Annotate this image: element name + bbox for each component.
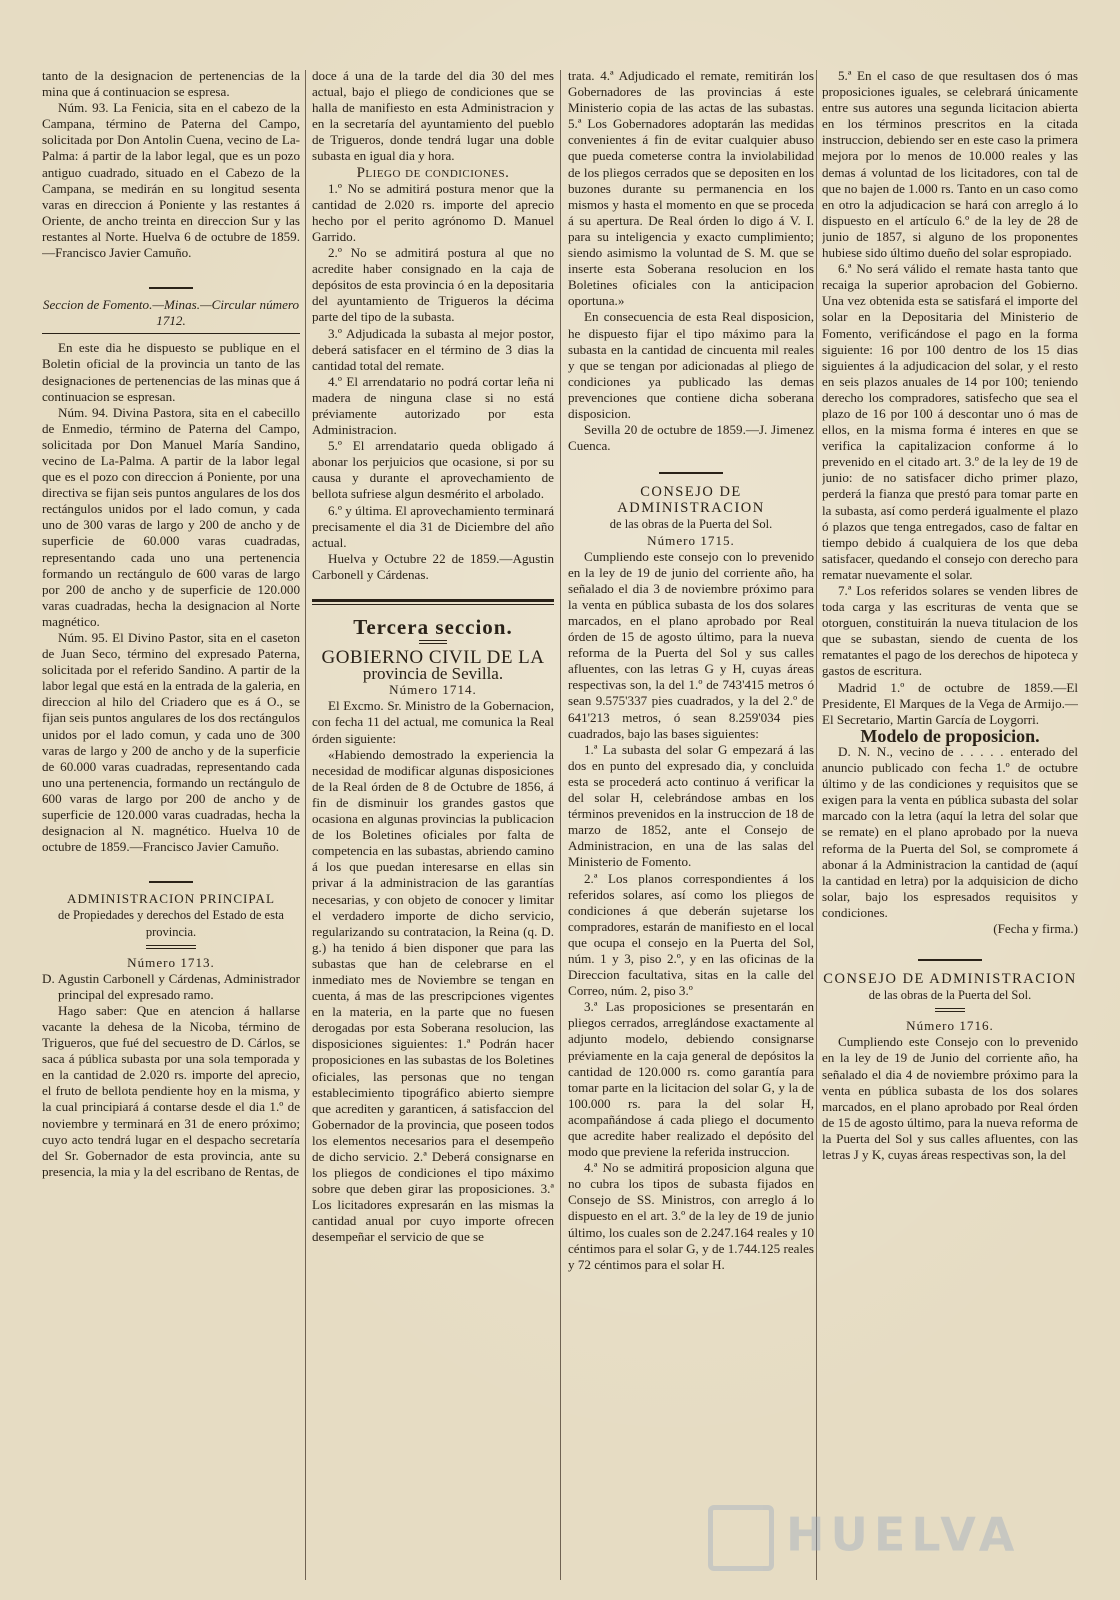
condition-3: 3.º Adjudicada la subasta al mejor postor, deberá satisfacer en el término de 3 dias la cantidad total del remate. xyxy=(312,325,554,373)
section-rule xyxy=(312,599,554,605)
heading-gobierno-civil: GOBIERNO CIVIL DE LA xyxy=(321,647,545,669)
column-3 xyxy=(568,68,814,1580)
section-heading-fomento: Seccion de Fomento.—Minas.—Circular número 1712. xyxy=(42,297,300,329)
condition-2: 2.º No se admitirá postura al que no acredite haber consignado en la caja de depósitos de esta provincia ó en la depositaria del ayuntamiento de Trigueros la décima parte del tipo de la subasta. xyxy=(312,245,554,325)
fecha-firma: (Fecha y firma.) xyxy=(993,920,1078,936)
separator-rule xyxy=(659,472,723,474)
base-7: 7.ª Los referidos solares se venden libres de toda carga y las escrituras de venta que se otorguen, constituirán la nueva titulacion de los que se subastan, siendo de cuenta de los rematantes el pago de los derechos de hipoteca y gastos de escritura. xyxy=(822,583,1078,679)
paragraph: «Habiendo demostrado la experiencia la necesidad de modificar algunas disposiciones de la Real órden de 8 de Octubre de 1856, á fin de disminuir los grandes gastos que ocasiona en algunas provincias la publicacion de los Boletines oficiales por falta de competencia en las subastas, abriendo camino á los que puedan interesarse en ellas sin privar á la administracion de las garantías necesarias, y con objeto de conocer y limitar el verdadero importe de dicho servicio, regularizando su contratacion, la Reina (q. D. g.) ha tenido á bien disponer que para las subastas que han de celebrarse en el inmediato mes de Noviembre se tengan en cuenta, á mas de las prescripciones vigentes en la materia, en la parte que no fuesen derogadas por esta Soberana resolucion, las disposiciones siguientes: 1.ª Podrán hacer proposiciones en las subastas de los Boletines oficiales, las personas que no tengan establecimiento tipográfico abierto siempre que acrediten y garanticen, á satisfaccion del Gobernador de la provincia, que poseen todos los elementos necesarios para el desempeño de dicho servicio. 2.ª Deberá consignarse en los pliegos de condiciones el tipo máximo sobre que deben girar las proposiciones. 3.ª Los licitadores expresarán en las mismas la cantidad anual por cuyo importe ofrecen desempeñar el servicio de que se xyxy=(312,746,554,1245)
paragraph: tanto de la designacion de pertenencias de la mina que á continuacion se espresa. xyxy=(42,68,300,100)
heading-consejo: CONSEJO DE ADMINISTRACION xyxy=(823,971,1077,988)
column-2 xyxy=(312,68,554,1580)
base-1: 1.ª La subasta del solar G empezará á las dos en punto del expresado dia, y concluida esta se procederá acto continuo á verificar la del solar H, celebrándose ambas en los términos prevenidos en la instruccion de 18 de marzo de 1852, ante el Consejo de Administracion, en una de las salas del Ministerio de Fomento. xyxy=(568,741,814,870)
base-4: 4.ª No se admitirá proposicion alguna que no cubra los tipos de subasta fijados en Consejo de SS. Ministros, con arreglo á lo dispuesto en el art. 3.º de la ley de 19 de junio último, los cuales son de 2.247.164 reales y 10 céntimos para el solar G, y de 1.744.125 reales y 72 céntimos para el solar H. xyxy=(568,1160,814,1272)
paragraph: En este dia he dispuesto se publique en el Boletin oficial de la provincia un tanto de las designaciones de pertenencias de las minas que á continuacion se espresan. xyxy=(42,340,300,404)
paragraph: Cumpliendo este Consejo con lo prevenido en la ley de 19 de Junio del corriente año, ha señalado el dia 4 de noviembre próximo para la venta en pública subasta de los dos solares marcados, en el plano aprobado por Real órden de 15 de agosto último, para la nueva reforma de la Puerta del Sol y sus calles afluentes, con las letras J y K, cuyas áreas respectivas son, la del xyxy=(822,1034,1078,1162)
separator-rule xyxy=(149,881,193,883)
paragraph: doce á una de la tarde del dia 30 del mes actual, bajo el pliego de condiciones que se halla de manifiesto en esta Administracion y en la secretaría del ayuntamiento del pueblo de Trigueros, donde tendrá lugar una doble subasta en igual dia y hora. xyxy=(312,68,554,164)
heading-modelo: Modelo de proposicion. xyxy=(860,725,1040,746)
condition-5: 5.º El arrendatario queda obligado á abonar los perjuicios que ocasione, si por su causa y durante el aprovechamiento de bellota sufriese algun desmérito el arbolado. xyxy=(312,438,554,502)
heading-tercera-seccion: Tercera seccion. xyxy=(353,615,513,639)
base-2: 2.ª Los planos correspondientes á los referidos solares, así como los pliegos de condiciones á que deberán sujetarse los compradores, estarán de manifiesto en el local que ocupa el consejo en la Puerta del Sol, núm. 1 y 3, piso 2.º, y en las oficinas de la Direccion facultativa, sitas en la calle del Correo, núm. 2, piso 3.º xyxy=(568,870,814,999)
column-divider xyxy=(816,70,817,1580)
mine-entry-93: Núm. 93. La Fenicia, sita en el cabezo de la Campana, término de Paterna del Campo, solicitada por Don Antolin Cuena, vecino de La-Palma: á partir de la labor legal, que es un pozo antiguo cuadrado, situado en el Cabezo de la Campana, se medirán en su longitud sesenta varas en direccion á Poniente y las restantes á Oriente, de ancho treinta en direccion Sur y las restantes al Norte. Huelva 6 de octubre de 1859.—Francisco Javier Camuño. xyxy=(42,100,300,261)
column-divider xyxy=(560,70,561,1580)
column-divider xyxy=(305,70,306,1580)
separator-rule xyxy=(918,959,982,961)
subheading: de Propiedades y derechos del Estado de esta provincia. xyxy=(58,908,284,939)
subheading: de las obras de la Puerta del Sol. xyxy=(868,988,1032,1003)
heading-pliego: Pliego de condiciones. xyxy=(356,164,510,181)
condition-4: 4.º El arrendatario no podrá cortar leña ni madera de ninguna clase si no está préviamente autorizado por esta Administracion. xyxy=(312,373,554,438)
signature: Huelva y Octubre 22 de 1859.—Agustin Carbonell y Cárdenas. xyxy=(312,550,554,582)
heading-consejo: CONSEJO DE ADMINISTRACION xyxy=(617,484,765,517)
subheading: provincia de Sevilla. xyxy=(362,664,504,684)
notice-number: Número 1715. xyxy=(647,532,735,548)
condition-1: 1.º No se admitirá postura menor que la cantidad de 2.020 rs. importe del aprecio hecho por el perito agrónomo D. Manuel Garrido. xyxy=(312,180,554,244)
column-1 xyxy=(42,68,300,1580)
separator-rule xyxy=(419,640,447,644)
separator-rule xyxy=(146,945,196,949)
base-5: 5.ª En el caso de que resultasen dos ó mas proposiciones iguales, se celebrará únicamente entre sus autores una segunda licitacion abierta en los términos prescritos en la citada instruccion, debiendo ser en este caso la primera mejora por lo menos de 10.000 reales y las demas á voluntad de los licitadores, con tal de que no bajen de 1.000 rs. Tanto en un caso como en otro la adjudicacion se hará con arreglo á lo dispuesto en el artículo 6.º de la ley de 28 de junio de 1857, si alguno de los proponentes hubiese sido último dueño del solar espropiado. xyxy=(822,68,1078,261)
watermark-text: HUELVA xyxy=(786,1507,1021,1562)
paragraph: Cumpliendo este consejo con lo prevenido en la ley de 19 de junio del corriente año, ha señalado el dia 3 de noviembre próximo para la venta en pública subasta de los dos solares marcados, en el plano aprobado por Real órden de 15 de agosto último, para la nueva reforma de la Puerta del Sol y sus calles afluentes, con las letras G y H, cuyas áreas respectivas son, la del 1.º de 743'415 metros ó sean 9.575'337 pies cuadrados, y la del 2.º de 641'213 metros, ó sean 8.259'034 pies cuadrados, bajo las bases siguientes: xyxy=(568,548,814,741)
paragraph: D. N. N., vecino de . . . . . enterado del anuncio publicado con fecha 1.º de octubre último y de las condiciones y requisitos que se exigen para la venta en pública subasta del solar marcado con la letra (aquí la letra del solar que se remate) en el plano aprobado por la nueva reforma de la Puerta del Sol, se compromete á abonar á la Administracion la cantidad de (aquí la cantidad en letra) por la adquisicion de dicho solar, bajo los espresados requisitos y condiciones. xyxy=(822,743,1078,920)
archive-watermark xyxy=(708,1505,1038,1575)
mine-entry-95: Núm. 95. El Divino Pastor, sita en el caseton de Juan Seco, término del expresado Paterna, solicitada por el referido Sandino. A partir de la labor legal que está en la entrada de la galeria, en direccion al hilo del Criadero que es á O., se fijan seis puntos angulares de los dos rectángulos unidos por el lado comun, y cada uno de 300 varas de largo y 200 de ancho y de la superficie de 60.000 varas cuadradas, representando cada uno una pertenencia, formando un rectángulo de 600 varas de largo por 200 de ancho y de superficie de 120.000 varas cuadradas, hecha la designacion al N. magnético. Huelva 10 de octubre de 1859.—Francisco Javier Camuño. xyxy=(42,630,300,855)
paragraph: Hago saber: Que en atencion á hallarse vacante la dehesa de la Nicoba, término de Trigueros, que fué del secuestro de D. Cárlos, se saca á pública subasta por una sola temporada y en la cantidad de 2.020 rs. importe del aprecio, el fruto de bellota pendiente hoy en la misma, y la cual principiará á contarse desde el dia 1.º de noviembre y terminará en 31 de enero próximo; cuyo acto tendrá lugar en el despacho secretaría del Sr. Gobernador de esta provincia, ante su presencia, la mia y la del escribano de Rentas, de xyxy=(42,1002,300,1179)
mine-entry-94: Núm. 94. Divina Pastora, sita en el cabecillo de Enmedio, término de Paterna del Campo, solicitada por Don Manuel María Sandino, vecino de La-Palma. A partir de la labor legal que es el pozo con direccion á Poniente, por una directiva se fijan seis puntos angulares de los dos rectángulos unidos por el lado comun, y cada uno de 300 varas de largo y 200 de ancho y de superficie de 60.000 varas cuadradas, representando cada uno una pertenencia formando un rectángulo de 600 varas de largo por 200 de ancho y de superficie de 120.000 varas cuadradas, hecha la designacion al Norte magnético. xyxy=(42,404,300,629)
paragraph: El Excmo. Sr. Ministro de la Gobernacion, con fecha 11 del actual, me comunica la Real órden siguiente: xyxy=(312,698,554,746)
condition-6: 6.º y última. El aprovechamiento terminará precisamente el dia 31 de Diciembre del año actual. xyxy=(312,502,554,550)
paragraph: trata. 4.ª Adjudicado el remate, remitirán los Gobernadores de las provincias á este Ministerio copia de las actas de las subastas. 5.ª Los Gobernadores adoptarán las medidas convenientes á fin de evitar cualquier abuso que pueda cometerse contra la inviolabilidad de los pliegos cerrados que se depositen en los buzones durante su permanencia en los mismos y hasta el momento en que se proceda á su apertura. De Real órden lo digo á V. I. para su inteligencia y exacto cumplimiento; siendo asimismo la voluntad de S. M. que se inserte esta Soberana resolucion en los Boletines oficiales con la anticipacion oportuna.» xyxy=(568,68,814,309)
column-4 xyxy=(822,68,1078,1580)
separator-rule xyxy=(42,333,300,334)
paragraph: D. Agustin Carbonell y Cárdenas, Administrador principal del expresado ramo. xyxy=(42,970,300,1002)
signature: Madrid 1.º de octubre de 1859.—El Presidente, El Marques de la Vega de Armijo.—El Secretario, Martin García de Loygorri. xyxy=(822,679,1078,727)
signature: Sevilla 20 de octubre de 1859.—J. Jimenez Cuenca. xyxy=(568,422,814,454)
heading-administracion-principal: ADMINISTRACION PRINCIPAL xyxy=(67,891,275,907)
notice-number: Número 1714. xyxy=(389,682,477,698)
paragraph: En consecuencia de esta Real disposicion, he dispuesto fijar el tipo máximo para la subasta en la cantidad de cincuenta mil reales y que se tengan por adicionadas al pliego de condiciones ya publicado las demas prevenciones que contiene dicha soberana disposicion. xyxy=(568,309,814,421)
base-3: 3.ª Las proposiciones se presentarán en pliegos cerrados, arreglándose exactamente al adjunto modelo, debiendo consignarse préviamente en la caja general de depósitos la cantidad de 120.000 rs. como garantía para tomar parte en la licitacion del solar G, y la de 100.000 rs. para la del solar H, acompañándose á cada pliego el documento que acredite haber realizado el depósito del modo que previene la referida instruccion. xyxy=(568,999,814,1160)
notice-number: Número 1716. xyxy=(906,1018,994,1034)
subheading: de las obras de la Puerta del Sol. xyxy=(609,517,773,532)
archive-logo-icon xyxy=(708,1505,774,1571)
separator-rule xyxy=(935,1008,965,1012)
base-6: 6.ª No será válido el remate hasta tanto que recaiga la superior aprobacion del Gobierno. Una vez obtenida esta se satisfará el importe del solar en la Depositaria del Ministerio de Fomento, verificándose el pago en la forma siguiente: 16 por 100 dentro de los 15 dias siguientes á la adjudicacion del solar, y el resto en seis plazos anuales de 14 por 100; teniendo derecho los compradores, satisfecho que sea el plazo de 16 por 100 á descontar uno ó mas de ellos, en la misma forma é interes en que se verifica la capitalizacion conforme á lo prevenido en el citado art. 3.º de la ley de 19 de junio: de no satisfacer dicho primer plazo, perderá la fianza que prestó para tomar parte en la subasta, así como perderá igualmente el plazo ó plazos que tenga entregados, caso de faltar en tiempo debido á cualquiera de los que deba satisfacer, quedando el consejo con derecho para rematar nuevamente el solar. xyxy=(822,261,1078,582)
notice-number: Número 1713. xyxy=(127,954,215,970)
separator-rule xyxy=(149,287,193,289)
